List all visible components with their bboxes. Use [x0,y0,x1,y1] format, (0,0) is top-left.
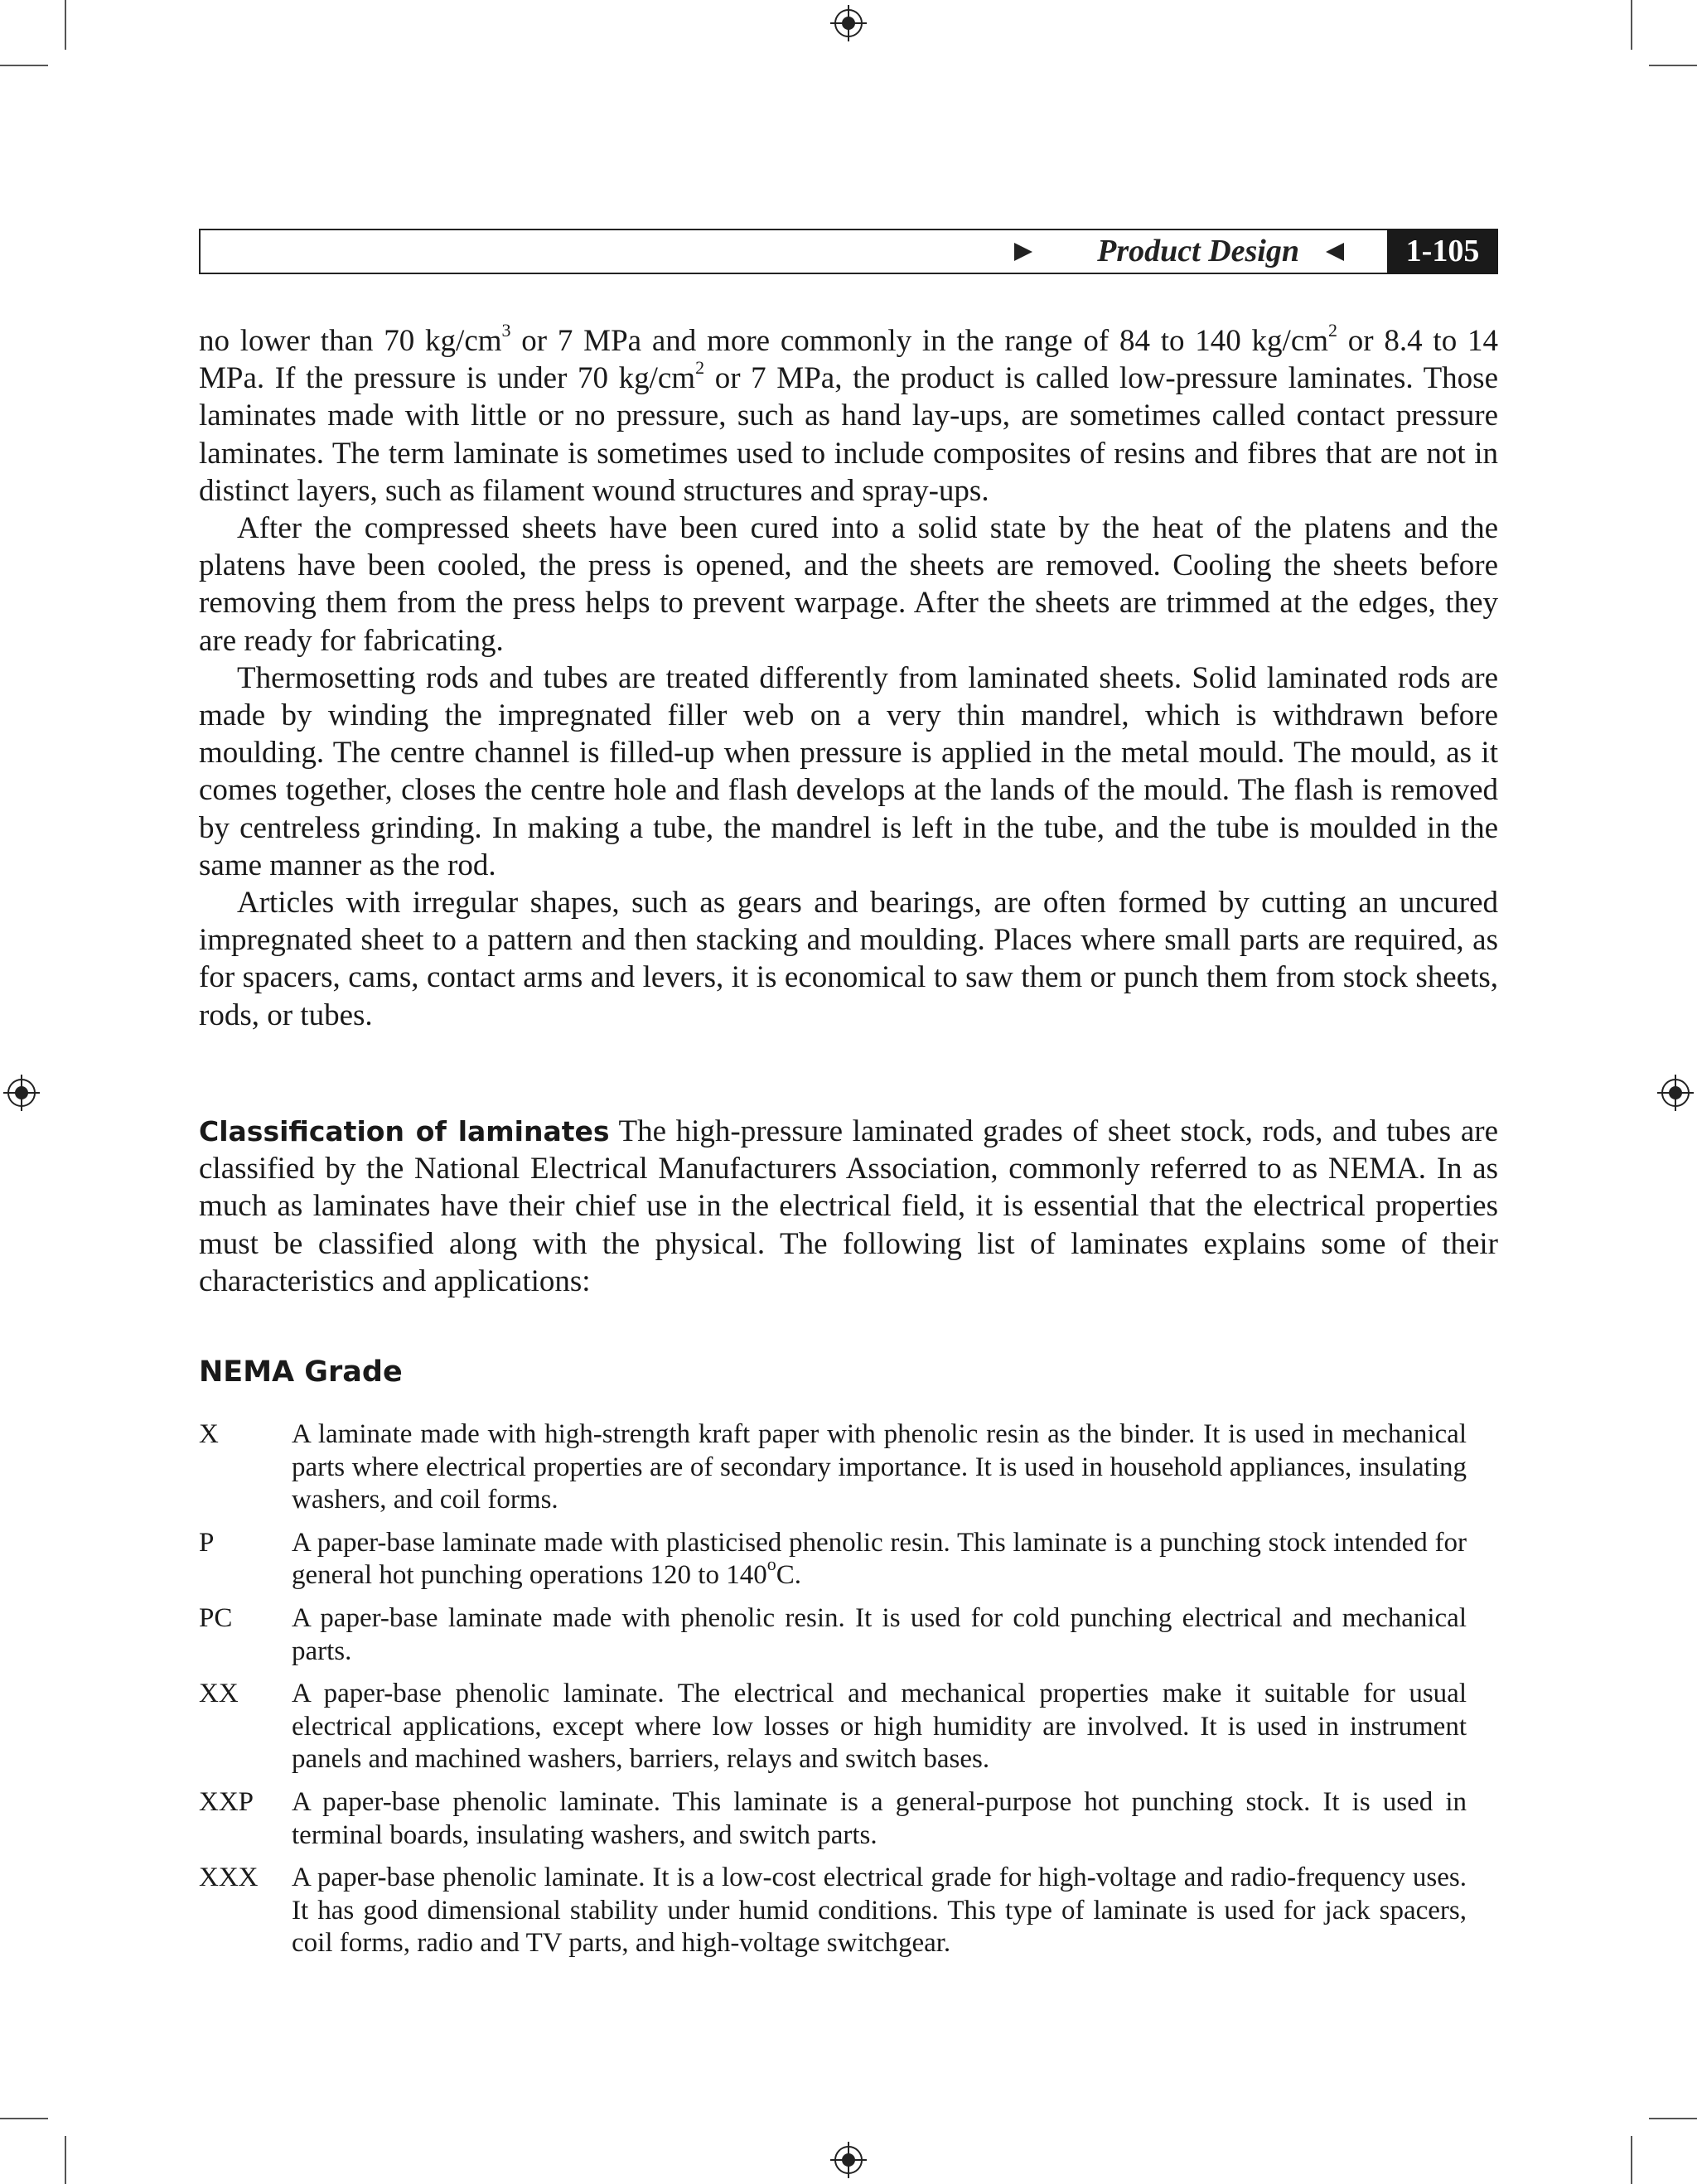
paragraph: After the compressed sheets have been cured into a solid state by the heat of the platens and the platens have been cooled, the press is opened, and the sheets are removed. Cooling the sheets before removing them from the press helps to prevent warpage. After the sheets are trimmed at the edges, they are ready for fabricating. [199,511,1498,658]
nema-grade-list [199,1418,1467,1970]
text-run: no lower than 70 kg/cm [199,324,502,358]
crop-mark [0,65,48,66]
text-run: or 7 MPa, the product is called low-pressure laminates. Those laminates made with little or no pressure, such as hand lay-ups, are sometimes called contact pressure laminates. The term laminate is sometimes used to include composites of resins and fibres that are not in distinct layers, such as filament wound structures and spray-ups. [199,361,1498,508]
paragraph: Articles with irregular shapes, such as gears and bearings, are often formed by cutting an uncured impregnated sheet to a pattern and then stacking and moulding. Places where small parts are required, as for spacers, cams, contact arms and levers, it is economical to saw them or punch them from stock sheets, rods, or tubes. [199,886,1498,1032]
text-run: The high-pressure laminated grades of sheet stock, rods, and tubes are classified by the National Electrical Manufacturers Association, commonly referred to as NEMA. In as much as laminates have their chief use in the electrical field, it is essential that the electrical properties must be classified along with the physical. The following list of laminates explains some of their characteristics and applications: [199,1114,1498,1298]
list-item [199,1862,1467,1960]
paragraph [199,1113,1498,1300]
text-run: or 7 MPa and more commonly in the range of 84 to 140 kg/cm [510,324,1329,358]
running-header-title: Product Design [1097,234,1299,268]
registration-mark-icon [3,1075,40,1111]
crop-mark [65,0,66,50]
classification-section [199,1113,1498,1300]
grade-description: A paper-base phenolic laminate. The electrical and mechanical properties make it suitable for usual electrical applications, except where low losses or high humidity are involved. It is used in instrument panels and machined washers, barriers, relays and switch bases. [292,1679,1467,1775]
grade-code: XX [199,1679,239,1709]
paragraph: Thermosetting rods and tubes are treated differently from laminated sheets. Solid laminated rods are made by winding the impregnated filler web on a very thin mandrel, which is withdrawn before moulding. The centre channel is filled-up when pressure is applied in the metal mould. The mould, as it comes together, closes the centre hole and flash develops at the lands of the mould. The flash is removed by centreless grinding. In making a tube, the mandrel is left in the tube, and the tube is moulded in the same manner as the rod. [199,660,1498,882]
nema-grade-heading: NEMA Grade [199,1355,403,1389]
superscript: 3 [501,319,511,341]
paragraph [199,319,1498,510]
page-number: 1-105 [1387,229,1498,274]
text-run: or 8.4 to 14 MPa. If the pressure is under 70 kg/cm [199,324,1498,396]
section-heading: Classification of laminates [199,1115,610,1148]
registration-mark-icon [830,2142,867,2178]
crop-mark [1649,2118,1697,2119]
crop-mark [1631,2136,1632,2184]
superscript: o [766,1553,776,1575]
crop-mark [1649,65,1697,66]
superscript: 2 [695,356,705,378]
triangle-right-icon [1014,243,1032,261]
grade-code: P [199,1527,215,1558]
running-header [199,229,1498,274]
crop-mark [65,2136,66,2184]
grade-code: XXP [199,1786,254,1817]
grade-description: A paper-base laminate made with phenolic resin. It is used for cold punching electrical and mechanical parts. [292,1602,1467,1666]
body-text [199,319,1498,1034]
crop-mark [1631,0,1632,50]
list-item [199,1602,1467,1668]
registration-mark-icon [1657,1075,1694,1111]
triangle-left-icon [1326,243,1344,261]
grade-code: XXX [199,1863,259,1893]
superscript: 2 [1328,319,1338,341]
grade-description: A laminate made with high-strength kraft paper with phenolic resin as the binder. It is used in mechanical parts where electrical properties are of secondary importance. It is used in household appliances, insulating washers, and coil forms. [292,1419,1467,1515]
grade-description [292,1527,1467,1592]
grade-code: X [199,1419,219,1449]
list-item [199,1527,1467,1592]
crop-mark [0,2118,48,2119]
grade-description: A paper-base phenolic laminate. It is a low-cost electrical grade for high-voltage and radio-frequency uses. It has good dimensional stability under humid conditions. This type of laminate is used for jack spacers, coil forms, radio and TV parts, and high-voltage switchgear. [292,1863,1467,1959]
list-item [199,1786,1467,1852]
list-item [199,1678,1467,1776]
grade-code: PC [199,1602,233,1633]
text-run: A paper-base laminate made with plasticised phenolic resin. This laminate is a punching stock intended for general hot punching operations 120 to 140 [292,1527,1467,1591]
list-item [199,1418,1467,1517]
text-run: C. [776,1560,801,1591]
grade-description: A paper-base phenolic laminate. This laminate is a general-purpose hot punching stock. It is used in terminal boards, insulating washers, and switch parts. [292,1786,1467,1850]
registration-mark-icon [830,5,867,41]
